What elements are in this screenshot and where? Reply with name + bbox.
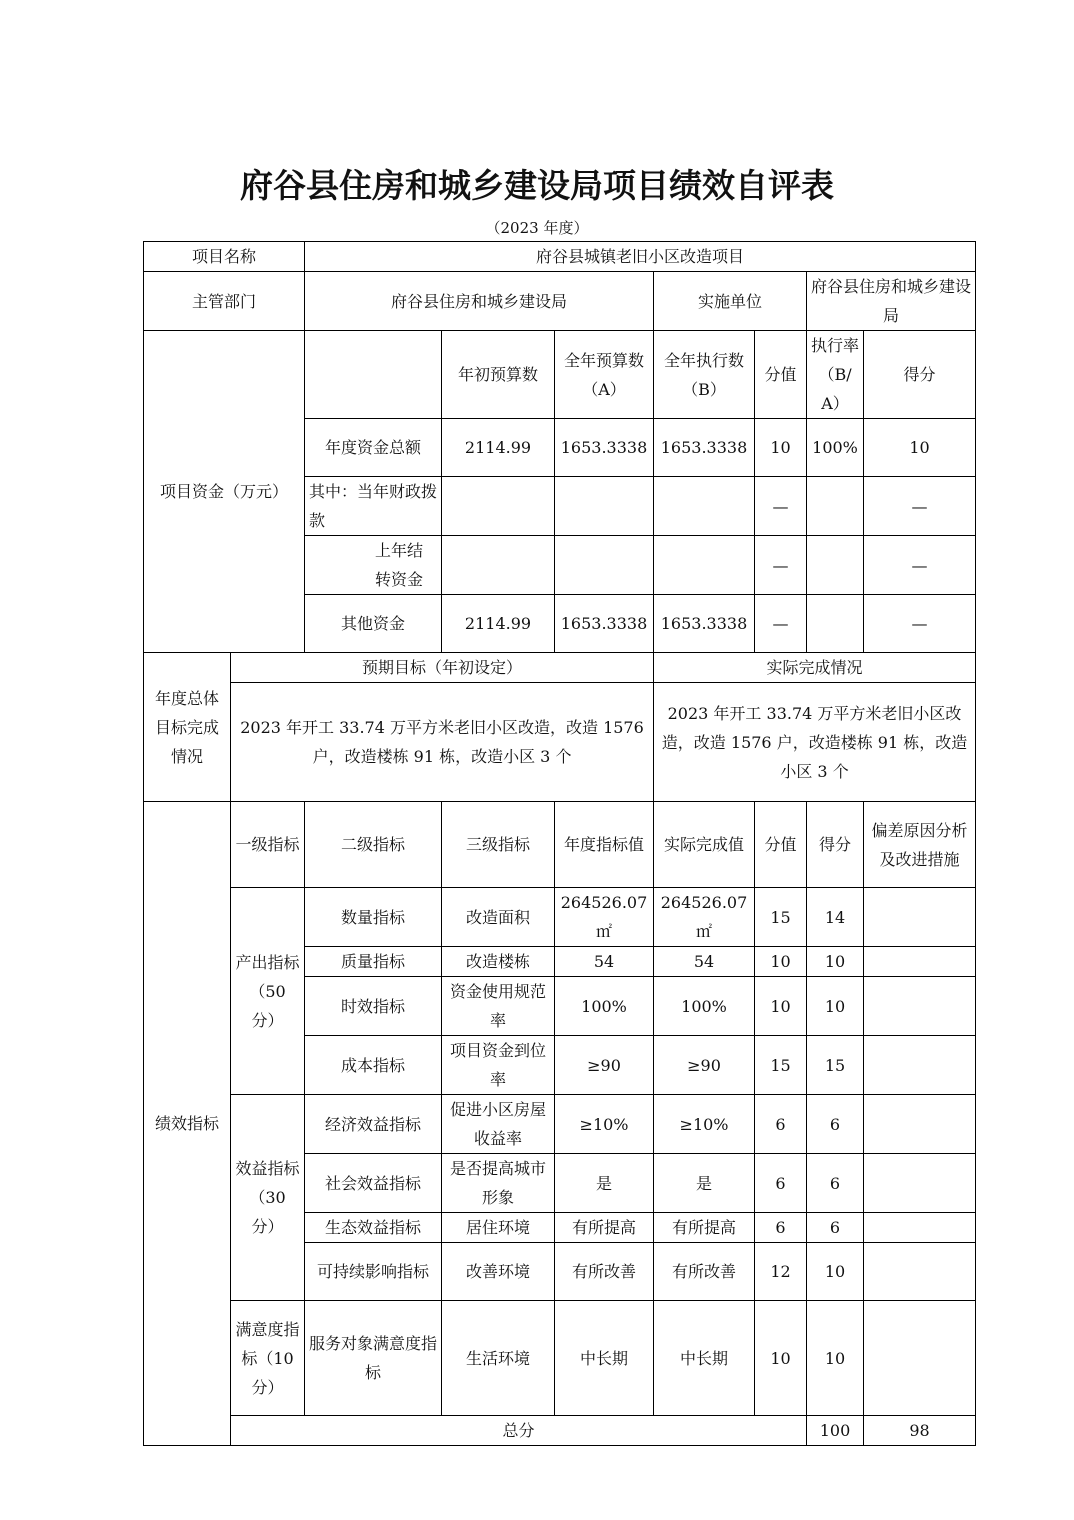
funds-cell: —: [755, 595, 807, 653]
perf-actual: 是: [654, 1154, 755, 1213]
perf-note: [864, 888, 976, 947]
perf-l3: 项目资金到位率: [442, 1036, 555, 1095]
funds-cell: 10: [755, 419, 807, 477]
funds-cell: [654, 536, 755, 595]
perf-l3: 生活环境: [442, 1301, 555, 1416]
perf-score: 12: [755, 1243, 807, 1301]
perf-header: 实际完成值: [654, 802, 755, 888]
total-got: 98: [864, 1416, 976, 1446]
funds-cell: 1653.3338: [555, 595, 654, 653]
perf-l2: 服务对象满意度指标: [305, 1301, 442, 1416]
funds-cell: 10: [864, 419, 976, 477]
funds-header: 分值: [755, 331, 807, 419]
funds-row-label: 其中：当年财政拨款: [305, 477, 442, 536]
perf-score: 6: [755, 1213, 807, 1243]
funds-cell: —: [864, 536, 976, 595]
perf-got: 6: [807, 1095, 864, 1154]
funds-cell: —: [864, 477, 976, 536]
perf-note: [864, 1036, 976, 1095]
dept-value: 府谷县住房和城乡建设局: [305, 272, 654, 331]
perf-l3: 改善环境: [442, 1243, 555, 1301]
funds-cell: 2114.99: [442, 595, 555, 653]
funds-row-label: 年度资金总额: [305, 419, 442, 477]
perf-target: 有所提高: [555, 1213, 654, 1243]
funds-header: 全年执行数（B）: [654, 331, 755, 419]
perf-target: 有所改善: [555, 1243, 654, 1301]
perf-l3: 是否提高城市形象: [442, 1154, 555, 1213]
funds-cell: 2114.99: [442, 419, 555, 477]
dept-label: 主管部门: [144, 272, 305, 331]
perf-l3: 改造面积: [442, 888, 555, 947]
funds-cell: [555, 477, 654, 536]
perf-target: ≥90: [555, 1036, 654, 1095]
perf-header: 得分: [807, 802, 864, 888]
perf-l2: 生态效益指标: [305, 1213, 442, 1243]
perf-got: 15: [807, 1036, 864, 1095]
funds-header-blank: [305, 331, 442, 419]
funds-cell: [654, 477, 755, 536]
perf-score: 6: [755, 1095, 807, 1154]
perf-label: 绩效指标: [144, 802, 231, 1446]
total-score: 100: [807, 1416, 864, 1446]
perf-l2: 质量指标: [305, 947, 442, 977]
perf-target: 中长期: [555, 1301, 654, 1416]
impl-value: 府谷县住房和城乡建设局: [807, 272, 976, 331]
perf-score: 10: [755, 947, 807, 977]
perf-note: [864, 977, 976, 1036]
perf-got: 10: [807, 947, 864, 977]
perf-l2: 数量指标: [305, 888, 442, 947]
perf-actual: 有所提高: [654, 1213, 755, 1243]
perf-target: ≥10%: [555, 1095, 654, 1154]
funds-cell: —: [864, 595, 976, 653]
funds-cell: [555, 536, 654, 595]
perf-target: 264526.07 ㎡: [555, 888, 654, 947]
project-name-value: 府谷县城镇老旧小区改造项目: [305, 242, 976, 272]
perf-group-label: 满意度指标（10 分）: [231, 1301, 305, 1416]
perf-l3: 居住环境: [442, 1213, 555, 1243]
perf-group-label: 产出指标（50 分）: [231, 888, 305, 1095]
perf-note: [864, 1095, 976, 1154]
funds-header: 全年预算数（A）: [555, 331, 654, 419]
perf-l2: 经济效益指标: [305, 1095, 442, 1154]
perf-header: 三级指标: [442, 802, 555, 888]
goals-actual-text: 2023 年开工 33.74 万平方米老旧小区改造，改造 1576 户，改造楼栋 91 栋，改造小区 3 个: [654, 683, 976, 802]
goals-label: 年度总体目标完成情况: [144, 653, 231, 802]
perf-note: [864, 947, 976, 977]
perf-target: 是: [555, 1154, 654, 1213]
funds-row-label: 其他资金: [305, 595, 442, 653]
perf-actual: 264526.07 ㎡: [654, 888, 755, 947]
funds-cell: 100%: [807, 419, 864, 477]
perf-actual: ≥10%: [654, 1095, 755, 1154]
funds-header: 年初预算数: [442, 331, 555, 419]
perf-note: [864, 1243, 976, 1301]
impl-label: 实施单位: [654, 272, 807, 331]
perf-score: 15: [755, 888, 807, 947]
goals-expected-label: 预期目标（年初设定）: [231, 653, 654, 683]
total-label: 总分: [231, 1416, 807, 1446]
perf-l3: 资金使用规范率: [442, 977, 555, 1036]
perf-score: 15: [755, 1036, 807, 1095]
perf-target: 100%: [555, 977, 654, 1036]
funds-cell: [442, 536, 555, 595]
perf-l2: 时效指标: [305, 977, 442, 1036]
perf-l2: 社会效益指标: [305, 1154, 442, 1213]
perf-header: 二级指标: [305, 802, 442, 888]
perf-note: [864, 1301, 976, 1416]
perf-score: 10: [755, 977, 807, 1036]
perf-actual: 中长期: [654, 1301, 755, 1416]
perf-got: 10: [807, 1301, 864, 1416]
funds-cell: [807, 477, 864, 536]
project-name-label: 项目名称: [144, 242, 305, 272]
goals-expected-text: 2023 年开工 33.74 万平方米老旧小区改造，改造 1576 户，改造楼栋 91 栋，改造小区 3 个: [231, 683, 654, 802]
perf-header: 一级指标: [231, 802, 305, 888]
perf-note: [864, 1213, 976, 1243]
perf-actual: 有所改善: [654, 1243, 755, 1301]
perf-header: 分值: [755, 802, 807, 888]
funds-cell: [807, 536, 864, 595]
funds-header: 得分: [864, 331, 976, 419]
funds-cell: [442, 477, 555, 536]
perf-actual: 100%: [654, 977, 755, 1036]
evaluation-table: [143, 241, 976, 1446]
funds-cell: 1653.3338: [654, 419, 755, 477]
perf-got: 6: [807, 1154, 864, 1213]
perf-group-label: 效益指标（30 分）: [231, 1095, 305, 1301]
perf-l3: 改造楼栋: [442, 947, 555, 977]
year-subtitle: （2023 年度）: [485, 219, 589, 237]
funds-cell: —: [755, 536, 807, 595]
goals-actual-label: 实际完成情况: [654, 653, 976, 683]
funds-header: 执行率（B/A）: [807, 331, 864, 419]
perf-l3: 促进小区房屋收益率: [442, 1095, 555, 1154]
perf-actual: ≥90: [654, 1036, 755, 1095]
perf-header: 年度指标值: [555, 802, 654, 888]
perf-got: 14: [807, 888, 864, 947]
perf-l2: 成本指标: [305, 1036, 442, 1095]
funds-cell: 1653.3338: [654, 595, 755, 653]
funds-cell: 1653.3338: [555, 419, 654, 477]
page-title: 府谷县住房和城乡建设局项目绩效自评表: [240, 166, 834, 205]
perf-score: 10: [755, 1301, 807, 1416]
funds-cell: [807, 595, 864, 653]
funds-label: 项目资金（万元）: [144, 331, 305, 653]
perf-header: 偏差原因分析及改进措施: [864, 802, 976, 888]
funds-row-label: 上年结转资金: [305, 536, 442, 595]
perf-score: 6: [755, 1154, 807, 1213]
funds-cell: —: [755, 477, 807, 536]
perf-got: 10: [807, 1243, 864, 1301]
perf-l2: 可持续影响指标: [305, 1243, 442, 1301]
perf-target: 54: [555, 947, 654, 977]
perf-got: 10: [807, 977, 864, 1036]
perf-note: [864, 1154, 976, 1213]
perf-actual: 54: [654, 947, 755, 977]
perf-got: 6: [807, 1213, 864, 1243]
